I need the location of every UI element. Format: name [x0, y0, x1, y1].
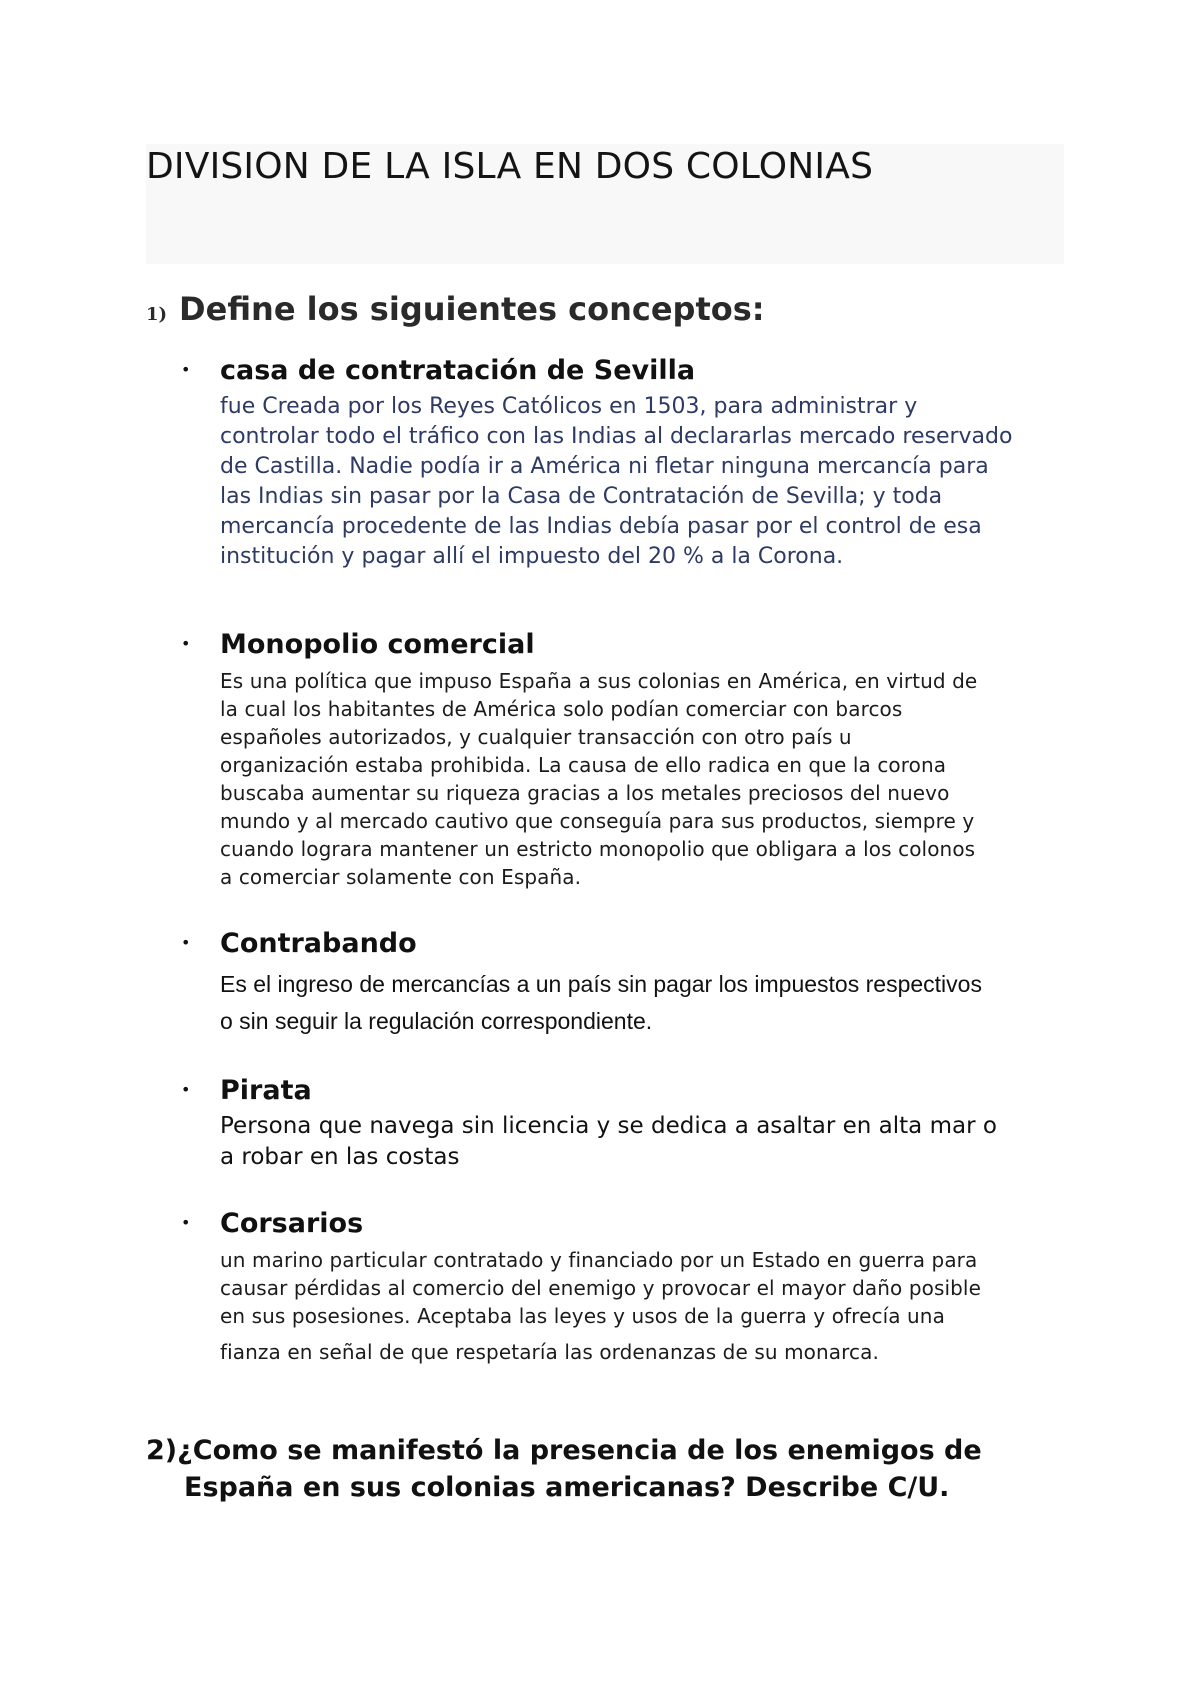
definition-line: un marino particular contratado y financiado por un Estado en guerra para: [220, 1248, 978, 1272]
definition-line: a comerciar solamente con España.: [220, 865, 582, 889]
definition-line: fue Creada por los Reyes Católicos en 1503, para administrar y: [220, 394, 918, 419]
question-2-line-2: España en sus colonias americanas? Describe C/U.: [184, 1472, 950, 1503]
definition-line: controlar todo el tráfico con las Indias al declararlas mercado reservado: [220, 424, 1013, 449]
concept-definition-corsarios: [220, 1246, 981, 1366]
bullet-icon: •: [181, 360, 191, 379]
concept-definition-pirata: [220, 1111, 997, 1173]
concept-term-contrabando: Contrabando: [220, 928, 417, 959]
definition-line: cuando lograra mantener un estricto monopolio que obligara a los colonos: [220, 837, 976, 861]
bullet-icon: •: [181, 1213, 191, 1232]
definition-line: en sus posesiones. Aceptaba las leyes y usos de la guerra y ofrecía una: [220, 1304, 945, 1328]
definition-line: Es una política que impuso España a sus colonias en América, en virtud de: [220, 669, 978, 693]
definition-line: organización estaba prohibida. La causa de ello radica en que la corona: [220, 753, 947, 777]
question-1-number: 1): [146, 304, 168, 325]
concept-term-casa-contratacion: casa de contratación de Sevilla: [220, 355, 696, 386]
concept-term-pirata: Pirata: [220, 1075, 312, 1106]
page-title: DIVISION DE LA ISLA EN DOS COLONIAS: [146, 146, 874, 187]
question-1-text: Define los siguientes conceptos:: [179, 290, 765, 328]
definition-line: institución y pagar allí el impuesto del 20 % a la Corona.: [220, 544, 844, 569]
definition-line: de Castilla. Nadie podía ir a América ni fletar ninguna mercancía para: [220, 454, 989, 479]
question-1: [146, 290, 765, 328]
definition-line: mundo y al mercado cautivo que conseguía para sus productos, siempre y: [220, 809, 975, 833]
concept-term-corsarios: Corsarios: [220, 1208, 364, 1239]
concept-term-monopolio: Monopolio comercial: [220, 629, 535, 660]
bullet-icon: •: [181, 933, 191, 952]
definition-line: mercancía procedente de las Indias debía pasar por el control de esa: [220, 514, 982, 539]
definition-line: las Indias sin pasar por la Casa de Contratación de Sevilla; y toda: [220, 484, 943, 509]
concept-definition-contrabando: [220, 966, 982, 1040]
definition-line: causar pérdidas al comercio del enemigo y provocar el mayor daño posible: [220, 1276, 981, 1300]
definition-line: buscaba aumentar su riqueza gracias a los metales preciosos del nuevo: [220, 781, 950, 805]
definition-line: la cual los habitantes de América solo podían comerciar con barcos: [220, 697, 903, 721]
definition-line: Persona que navega sin licencia y se dedica a asaltar en alta mar o: [220, 1113, 997, 1139]
definition-line: fianza en señal de que respetaría las ordenanzas de su monarca.: [220, 1340, 879, 1364]
concept-definition-casa-contratacion: [220, 392, 1012, 572]
definition-line: españoles autorizados, y cualquier transacción con otro país u: [220, 725, 852, 749]
question-2: [146, 1432, 982, 1506]
definition-line: Es el ingreso de mercancías a un país sin pagar los impuestos respectivos: [220, 971, 982, 997]
definition-line: o sin seguir la regulación correspondiente.: [220, 1008, 653, 1034]
bullet-icon: •: [181, 634, 191, 653]
bullet-icon: •: [181, 1080, 191, 1099]
definition-line: a robar en las costas: [220, 1144, 460, 1170]
question-2-line-1: 2)¿Como se manifestó la presencia de los enemigos de: [146, 1435, 982, 1466]
concept-definition-monopolio: [220, 667, 977, 891]
